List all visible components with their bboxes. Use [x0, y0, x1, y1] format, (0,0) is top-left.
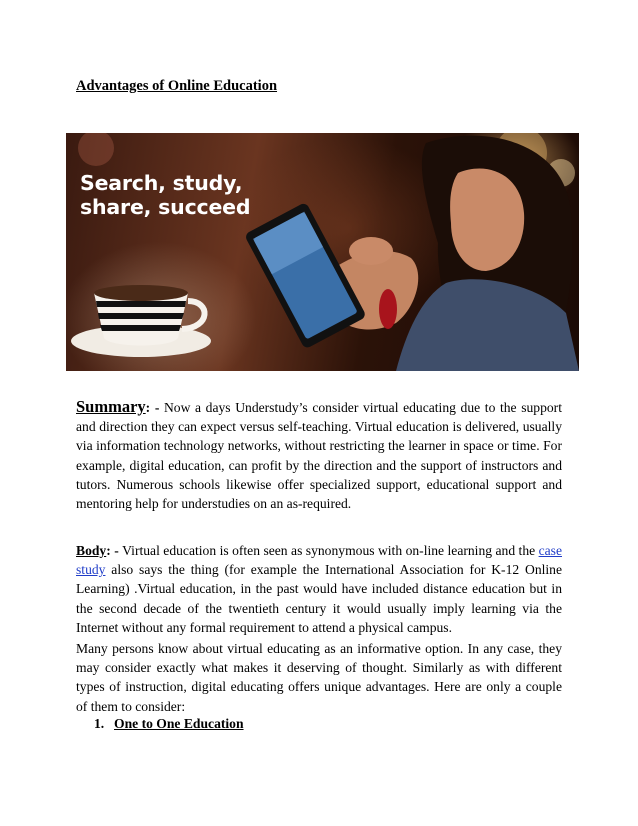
document-title: Advantages of Online Education	[76, 78, 278, 94]
summary-separator: : -	[145, 400, 164, 415]
hero-image	[66, 133, 579, 371]
summary-section	[76, 397, 562, 513]
summary-text: Now a days Understudy’s consider virtual educating due to the support and direction they can expect versus self-teaching. Virtual education is delivered, usually via information technology networks, without restricting the learner in space or time. For example, digital education, can profit by the direction and the support of instructors and tutors. Numerous schools likewise offer specialized support, educational support and mentoring help for understudies on an as-required.	[76, 400, 562, 512]
summary-label: Summary	[76, 397, 146, 416]
body-separator: : -	[106, 543, 123, 558]
case-study-link[interactable]: case study	[76, 543, 562, 578]
body-text-before-link: Virtual education is often seen as synonymous with on-line learning and the	[122, 543, 539, 558]
summary-paragraph	[76, 397, 562, 513]
hero-caption-line: Search, study,	[80, 171, 243, 195]
advantages-list	[94, 716, 244, 732]
body-section	[76, 541, 562, 637]
body-text-after-link: also says the thing (for example the International Association for K-12 Online Learning) .Virtual education, in the past would have included distance education but in the second decade of the twentieth century it would usually imply learning via the Internet without any formal requirement to attend a physical campus.	[76, 562, 562, 635]
paragraph-three-section	[76, 639, 562, 716]
hero-illustration	[66, 133, 579, 371]
hero-caption-line: share, succeed	[80, 195, 251, 219]
paragraph-three: Many persons know about virtual educating as an informative option. In any case, they may consider exactly what makes it deserving of thought. Similarly as with different types of instruction, digital educating offers unique advantages. Here are only a couple of them to consider:	[76, 641, 562, 714]
hero-caption	[80, 171, 250, 219]
list-item	[94, 716, 244, 732]
body-label: Body	[76, 543, 107, 558]
body-paragraph	[76, 541, 562, 637]
list-item-label: One to One Education	[114, 716, 244, 731]
list-item-number: 1.	[94, 716, 105, 731]
